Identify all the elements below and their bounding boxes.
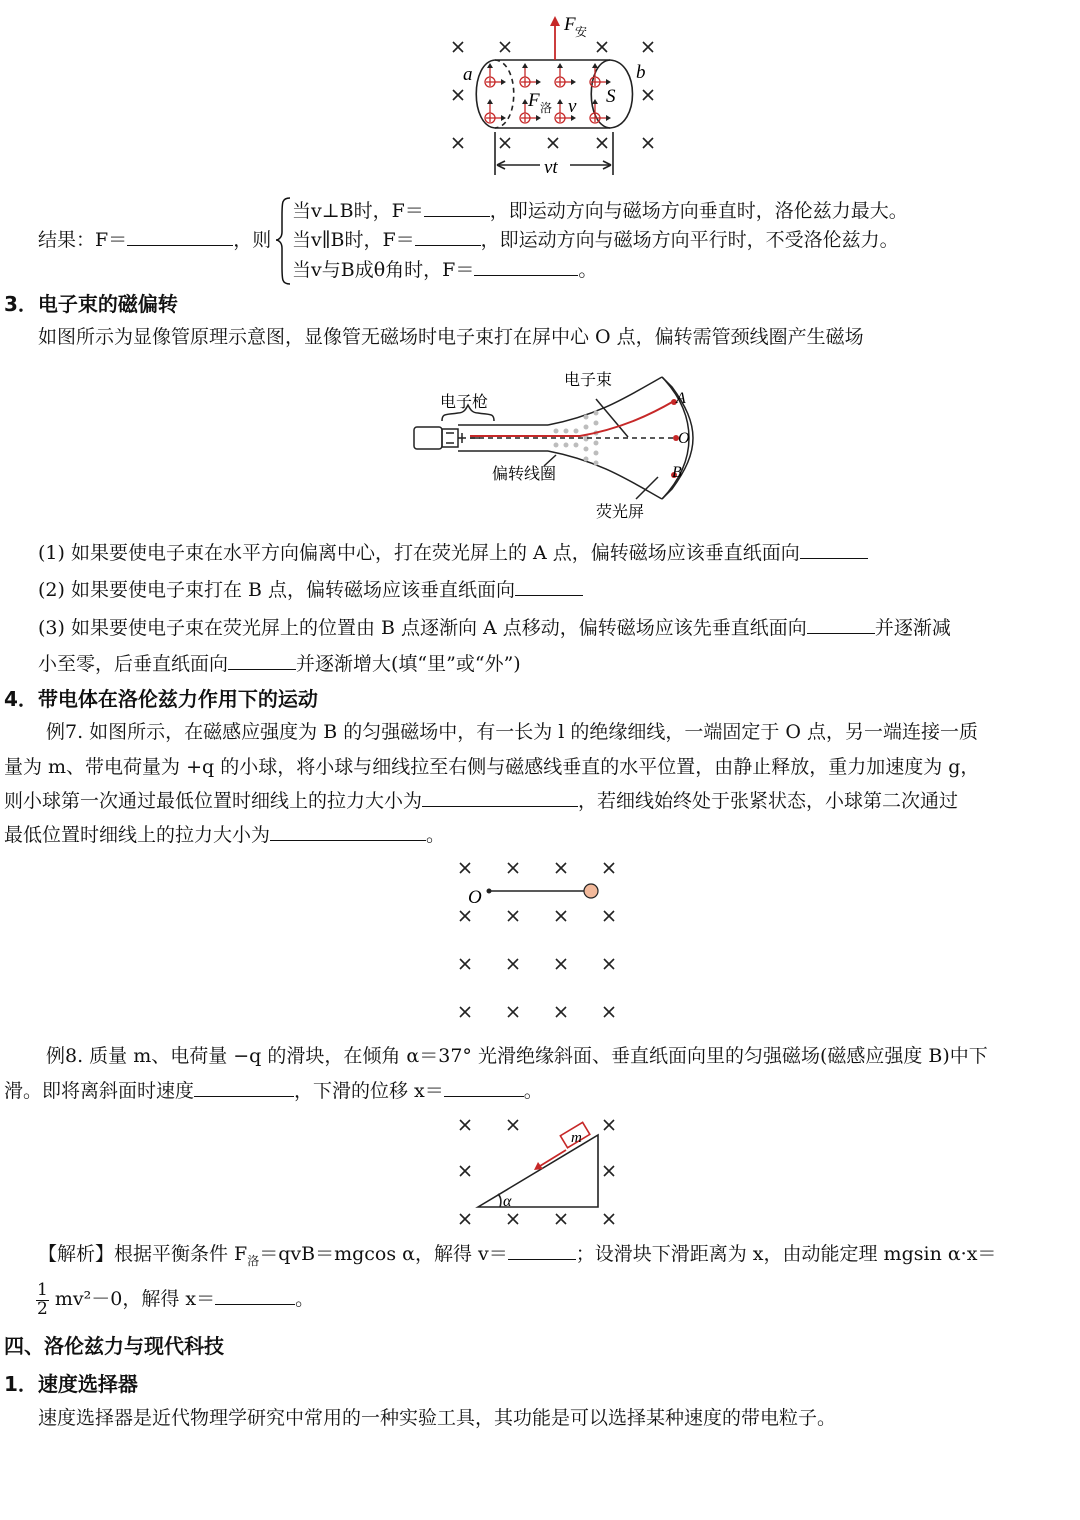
section-heading-3: 3．电子束的磁偏转 [4, 292, 178, 316]
svg-text:洛: 洛 [540, 101, 553, 115]
solution-line1: 【解析】根据平衡条件 $F_洛=qvB=mgcos$ α，解得 v＝ ；设滑块下滑距离为 x，由动能定理 mgsin α·x＝ [38, 1243, 997, 1268]
svg-text:m: m [571, 1130, 582, 1146]
svg-text:v: v [568, 96, 577, 117]
svg-text:电子束: 电子束 [564, 372, 613, 389]
field-x-marks [453, 42, 653, 148]
velocity-selector-text: 速度选择器是近代物理学研究中常用的一种实验工具，其功能是可以选择某种速度的带电粒子。 [38, 1407, 837, 1429]
question-1: (1) 如果要使电子束在水平方向偏离中心，打在荧光屏上的 A 点，偏转磁场应该垂直纸面向 [38, 544, 868, 563]
case-perpendicular: 当v⊥B时，F＝ ，即运动方向与磁场方向垂直时，洛伦兹力最大。 [292, 200, 908, 222]
question-2: (2) 如果要使电子束打在 B 点，偏转磁场应该垂直纸面向 [38, 581, 583, 600]
svg-text:O: O [468, 887, 482, 908]
crt-figure [0, 365, 1080, 525]
svg-text:a: a [463, 64, 473, 85]
result-brace [274, 196, 294, 286]
svg-text:vt: vt [544, 157, 558, 178]
example-7-line1: 例7. 如图所示，在磁感应强度为 B 的匀强磁场中，有一长为 l 的绝缘细线，一端固定于 O 点，另一端连接一质 [46, 721, 979, 743]
section-3-intro: 如图所示为显像管原理示意图，显像管无磁场时电子束打在屏中心 O 点，偏转需管颈线圈产生磁场 [38, 326, 864, 348]
case-angle: 当v与B成θ角时，F＝ 。 [292, 259, 598, 281]
case-parallel: 当v∥B时，F＝ ，即运动方向与磁场方向平行时，不受洛伦兹力。 [292, 229, 899, 251]
svg-text:B: B [672, 464, 682, 481]
pendulum-figure [0, 855, 1080, 1025]
solution-line2: $\frac{1}{2}$ mv²－0，解得 x＝ 。 [37, 1280, 315, 1319]
f-an-label: F [564, 14, 576, 35]
svg-text:荧光屏: 荧光屏 [596, 504, 645, 521]
section-heading-4: 4．带电体在洛伦兹力作用下的运动 [4, 687, 318, 711]
svg-text:F: F [528, 90, 540, 111]
incline-figure [0, 1110, 1080, 1230]
svg-text:A: A [676, 390, 686, 407]
conductor-figure [0, 0, 1080, 190]
example-7-line4: 最低位置时细线上的拉力大小为 。 [4, 824, 446, 846]
svg-text:α: α [503, 1193, 512, 1210]
example-7-line2: 量为 m、带电荷量为 +q 的小球，将小球与细线拉至右侧与磁感线垂直的水平位置，由静止释放，重力加速度为 g， [4, 756, 980, 778]
svg-text:O: O [678, 430, 690, 447]
example-8-line1: 例8. 质量 m、电荷量 −q 的滑块，在倾角 α＝37° 光滑绝缘斜面、垂直纸面向里的匀强磁场(磁感应强度 B)中下 [46, 1045, 988, 1067]
example-8-line2: 滑。即将离斜面时速度 ，下滑的位移 x＝ 。 [4, 1080, 543, 1102]
result-label: 结果：F＝ ，则 [38, 229, 272, 251]
question-3: (3) 如果要使电子束在荧光屏上的位置由 B 点逐渐向 A 点移动，偏转磁场应该先垂直纸面向 并逐渐减 [38, 617, 951, 639]
example-7-line3: 则小球第一次通过最低位置时细线上的拉力大小为 ，若细线始终处于张紧状态，小球第二次通过 [4, 790, 959, 812]
subsection-velocity-selector: 1．速度选择器 [4, 1372, 138, 1396]
svg-text:b: b [636, 62, 646, 83]
section-heading-modern: 四、洛伦兹力与现代科技 [4, 1334, 224, 1358]
svg-text:安: 安 [575, 25, 588, 39]
svg-text:偏转线圈: 偏转线圈 [492, 466, 557, 483]
svg-text:S: S [606, 86, 616, 107]
question-3-cont: 小至零，后垂直纸面向 并逐渐增大(填“里”或“外”) [38, 653, 521, 675]
svg-text:电子枪: 电子枪 [440, 394, 489, 411]
